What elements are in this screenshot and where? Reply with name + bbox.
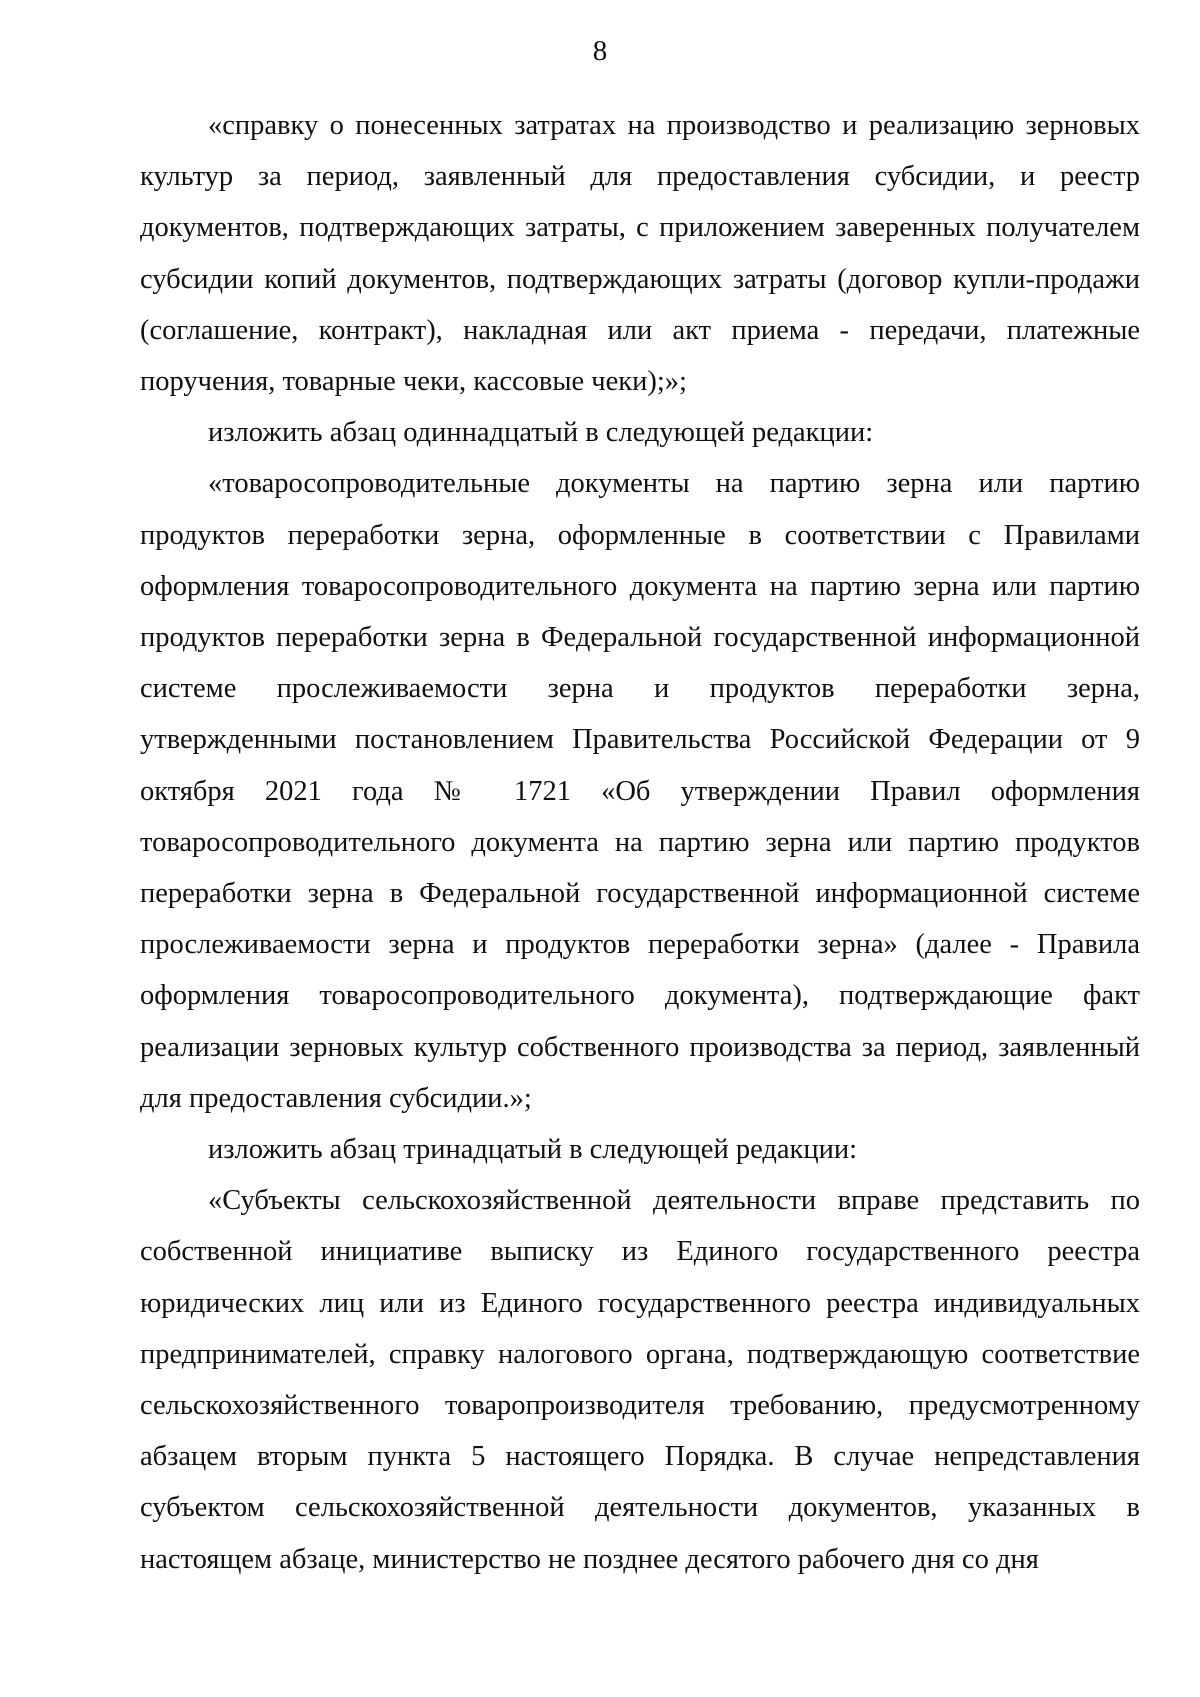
paragraph-amend-thirteenth: изложить абзац тринадцатый в следующей редакции:	[208, 1134, 858, 1166]
paragraph-agricultural-entities: «Субъекты сельскохозяйственной деятельности вправе представить по собственной инициативе выписку из Единого государственного реестра юридических лиц или из Единого государственного реестра индивидуальных предпринимателей, справку налогового органа, подтверждающую соответствие сельскохозяйственного товаропроизводителя требованию, предусмотренному абзацем вторым пункта 5 настоящего Порядка. В случае непредставления субъектом сельскохозяйственной деятельности документов, указанных в настоящем абзаце, министерство не позднее десятого рабочего дня со дня	[140, 1185, 1140, 1575]
paragraph-expense-certificate: «справку о понесенных затратах на производство и реализацию зерновых культур за период, заявленный для предоставления субсидии, и реестр документов, подтверждающих затраты, с приложением заверенных получателем субсидии копий документов, подтверждающих затраты (договор купли-продажи (соглашение, контракт), накладная или акт приема - передачи, платежные поручения, товарные чеки, кассовые чеки);»;	[140, 110, 1140, 398]
paragraph-amend-eleventh: изложить абзац одиннадцатый в следующей редакции:	[208, 417, 874, 449]
document-body	[140, 100, 1140, 1585]
paragraph-shipping-documents: «товаросопроводительные документы на партию зерна или партию продуктов переработки зерна, оформленные в соответствии с Правилами оформления товаросопроводительного документа на партию зерна или партию продуктов переработки зерна в Федеральной государственной информационной системе прослеживаемости зерна и продуктов переработки зерна, утвержденными постановлением Правительства Российской Федерации от 9 октября 2021 года № 1721 «Об утверждении Правил оформления товаросопроводительного документа на партию зерна или партию продуктов переработки зерна в Федеральной государственной информационной системе прослеживаемости зерна и продуктов переработки зерна» (далее - Правила оформления товаросопроводительного документа), подтверждающие факт реализации зерновых культур собственного производства за период, заявленный для предоставления субсидии.»;	[140, 468, 1140, 1114]
page-number: 8	[592, 35, 608, 67]
